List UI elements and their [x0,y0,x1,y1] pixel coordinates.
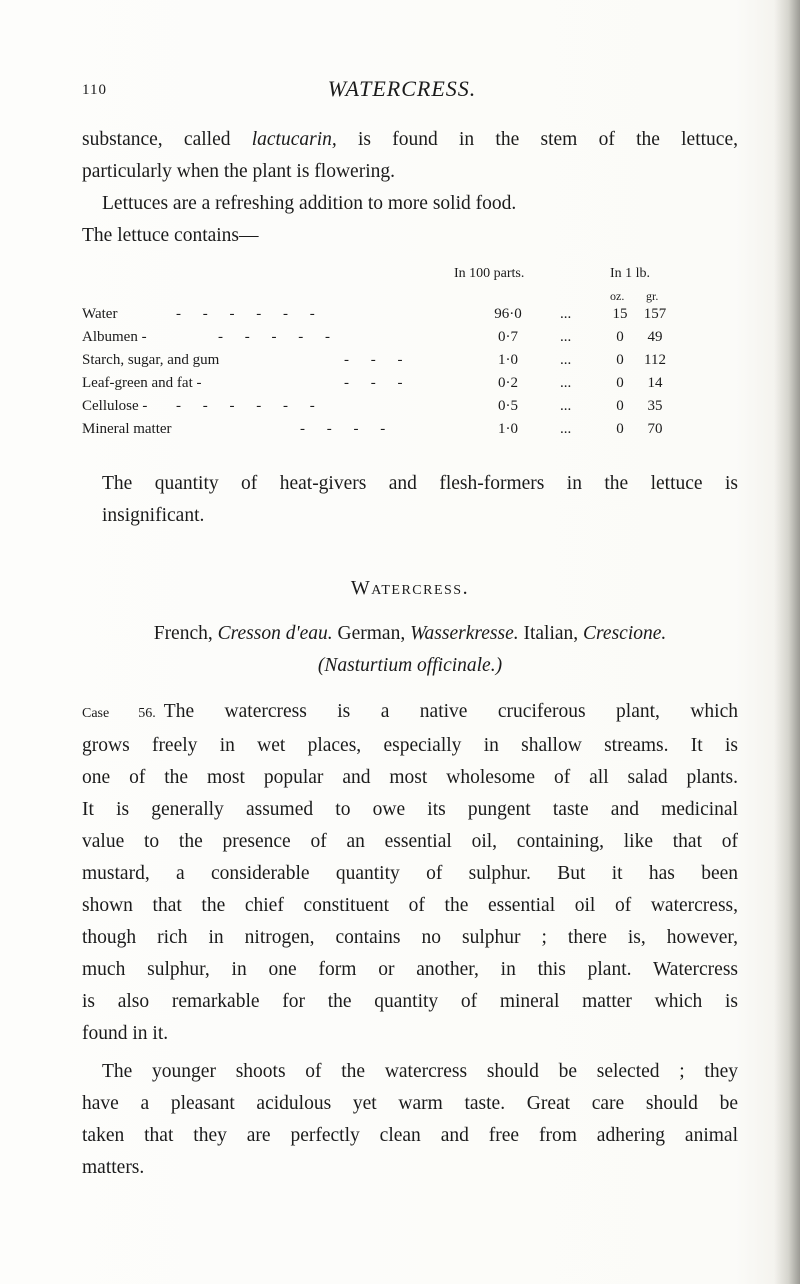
row-parts: 0·2 [498,375,518,391]
contains-line [82,220,738,252]
running-title: WATERCRESS. [327,76,477,101]
foreign-names [82,618,738,682]
text-line: Lettuces are a refreshing addition to more solid food. [102,193,517,214]
text-line: matters. [82,1157,145,1178]
page-number: 110 [82,82,107,98]
row-parts: 96·0 [494,306,522,322]
table-row [82,298,738,320]
table-row [82,344,738,366]
row-dashes: - - - - [300,421,395,437]
row-parts: 1·0 [498,421,518,437]
text-run: substance, called [82,129,252,150]
row-gr: 70 [647,421,663,437]
text-line: insignificant. [102,505,205,526]
page-content [82,124,738,1184]
row-oz: 0 [616,352,624,368]
row-parts: 0·7 [498,329,518,345]
row-ellipsis: ... [560,329,572,345]
italic-term: Crescione. [583,623,667,644]
row-dashes: - - - - - [218,329,339,345]
row-gr: 49 [647,329,663,345]
text-line: much sulphur, in one form or another, in this plant. Watercress [82,959,738,980]
final-paragraph-cont [82,1088,738,1184]
row-label: Albumen - [82,329,147,345]
text-line [82,696,738,730]
case-label: Case 56. [82,706,156,721]
text-line: one of the most popular and most wholesome of all salad plants. [82,767,738,788]
row-dashes: - - - [344,375,412,391]
header-in-100-parts: In 100 parts. [454,266,525,281]
page-header [82,76,722,106]
text-line: have a pleasant acidulous yet warm taste. Great care should be [82,1093,738,1114]
header-oz: oz. [610,289,625,303]
composition-table [82,258,738,480]
header-gr: gr. [646,289,659,303]
text-run: French, [153,623,218,644]
text-run: is found in the stem of the lettuce, [336,129,738,150]
section-heading: Watercress. [350,577,470,599]
text-run: German, [337,623,411,644]
text-line: value to the presence of an essential oil, containing, like that of [82,831,738,852]
row-gr: 112 [644,352,666,368]
row-label: Cellulose - [82,398,148,414]
row-gr: 14 [647,375,663,391]
row-label: Leaf-green and fat - [82,375,202,391]
lettuce-paragraph [82,188,738,220]
row-dashes: - - - - - - [176,306,324,322]
text-run: Italian, [523,623,584,644]
text-line: It is generally assumed to owe its pungent taste and medicinal [82,799,738,820]
row-ellipsis: ... [560,352,572,368]
table-row [82,390,738,412]
text-line: though rich in nitrogen, contains no sulphur ; there is, however, [82,927,738,948]
table-row [82,413,738,435]
text-line [82,618,738,650]
row-ellipsis: ... [560,421,572,437]
row-oz: 0 [616,421,624,437]
text-line: The quantity of heat-givers and flesh-formers in the lettuce is [102,473,738,494]
row-ellipsis: ... [560,306,572,322]
italic-term: Cresson d'eau. [217,623,333,644]
row-ellipsis: ... [560,375,572,391]
row-dashes: - - - - - - [176,398,324,414]
header-in-1-lb: In 1 lb. [610,266,651,281]
latin-name: (Nasturtium officinale.) [317,655,503,676]
page-spine-shadow [774,0,800,1284]
italic-term: lactucarin, [251,129,337,150]
row-oz: 0 [616,398,624,414]
case-paragraph [82,696,738,1050]
row-ellipsis: ... [560,398,572,414]
text-line: grows freely in wet places, especially in shallow streams. It is [82,735,738,756]
intro-paragraph [82,124,738,188]
text-line: The lettuce contains— [82,225,259,246]
row-oz: 0 [616,375,624,391]
text-line [82,124,738,156]
table-row [82,367,738,389]
text-line: taken that they are perfectly clean and free from adhering animal [82,1125,738,1146]
text-run: The watercress is a native cruciferous plant, which [163,701,738,722]
final-paragraph [82,1056,738,1088]
text-line: found in it. [82,1023,169,1044]
row-label: Water [82,306,118,322]
text-line: particularly when the plant is flowering. [82,161,395,182]
text-line: The younger shoots of the watercress should be selected ; they [102,1061,738,1082]
table-row [82,321,738,343]
row-label: Mineral matter [82,421,172,437]
row-oz: 0 [616,329,624,345]
text-line: mustard, a considerable quantity of sulphur. But it has been [82,863,738,884]
row-parts: 0·5 [498,398,518,414]
text-line: shown that the chief constituent of the essential oil of watercress, [82,895,738,916]
row-dashes: - - - [344,352,412,368]
row-gr: 35 [647,398,663,414]
row-oz: 15 [612,306,628,322]
row-gr: 157 [643,306,667,322]
text-line: is also remarkable for the quantity of mineral matter which is [82,991,738,1012]
row-label: Starch, sugar, and gum [82,352,220,368]
italic-term: Wasserkresse. [410,623,519,644]
row-parts: 1·0 [498,352,518,368]
